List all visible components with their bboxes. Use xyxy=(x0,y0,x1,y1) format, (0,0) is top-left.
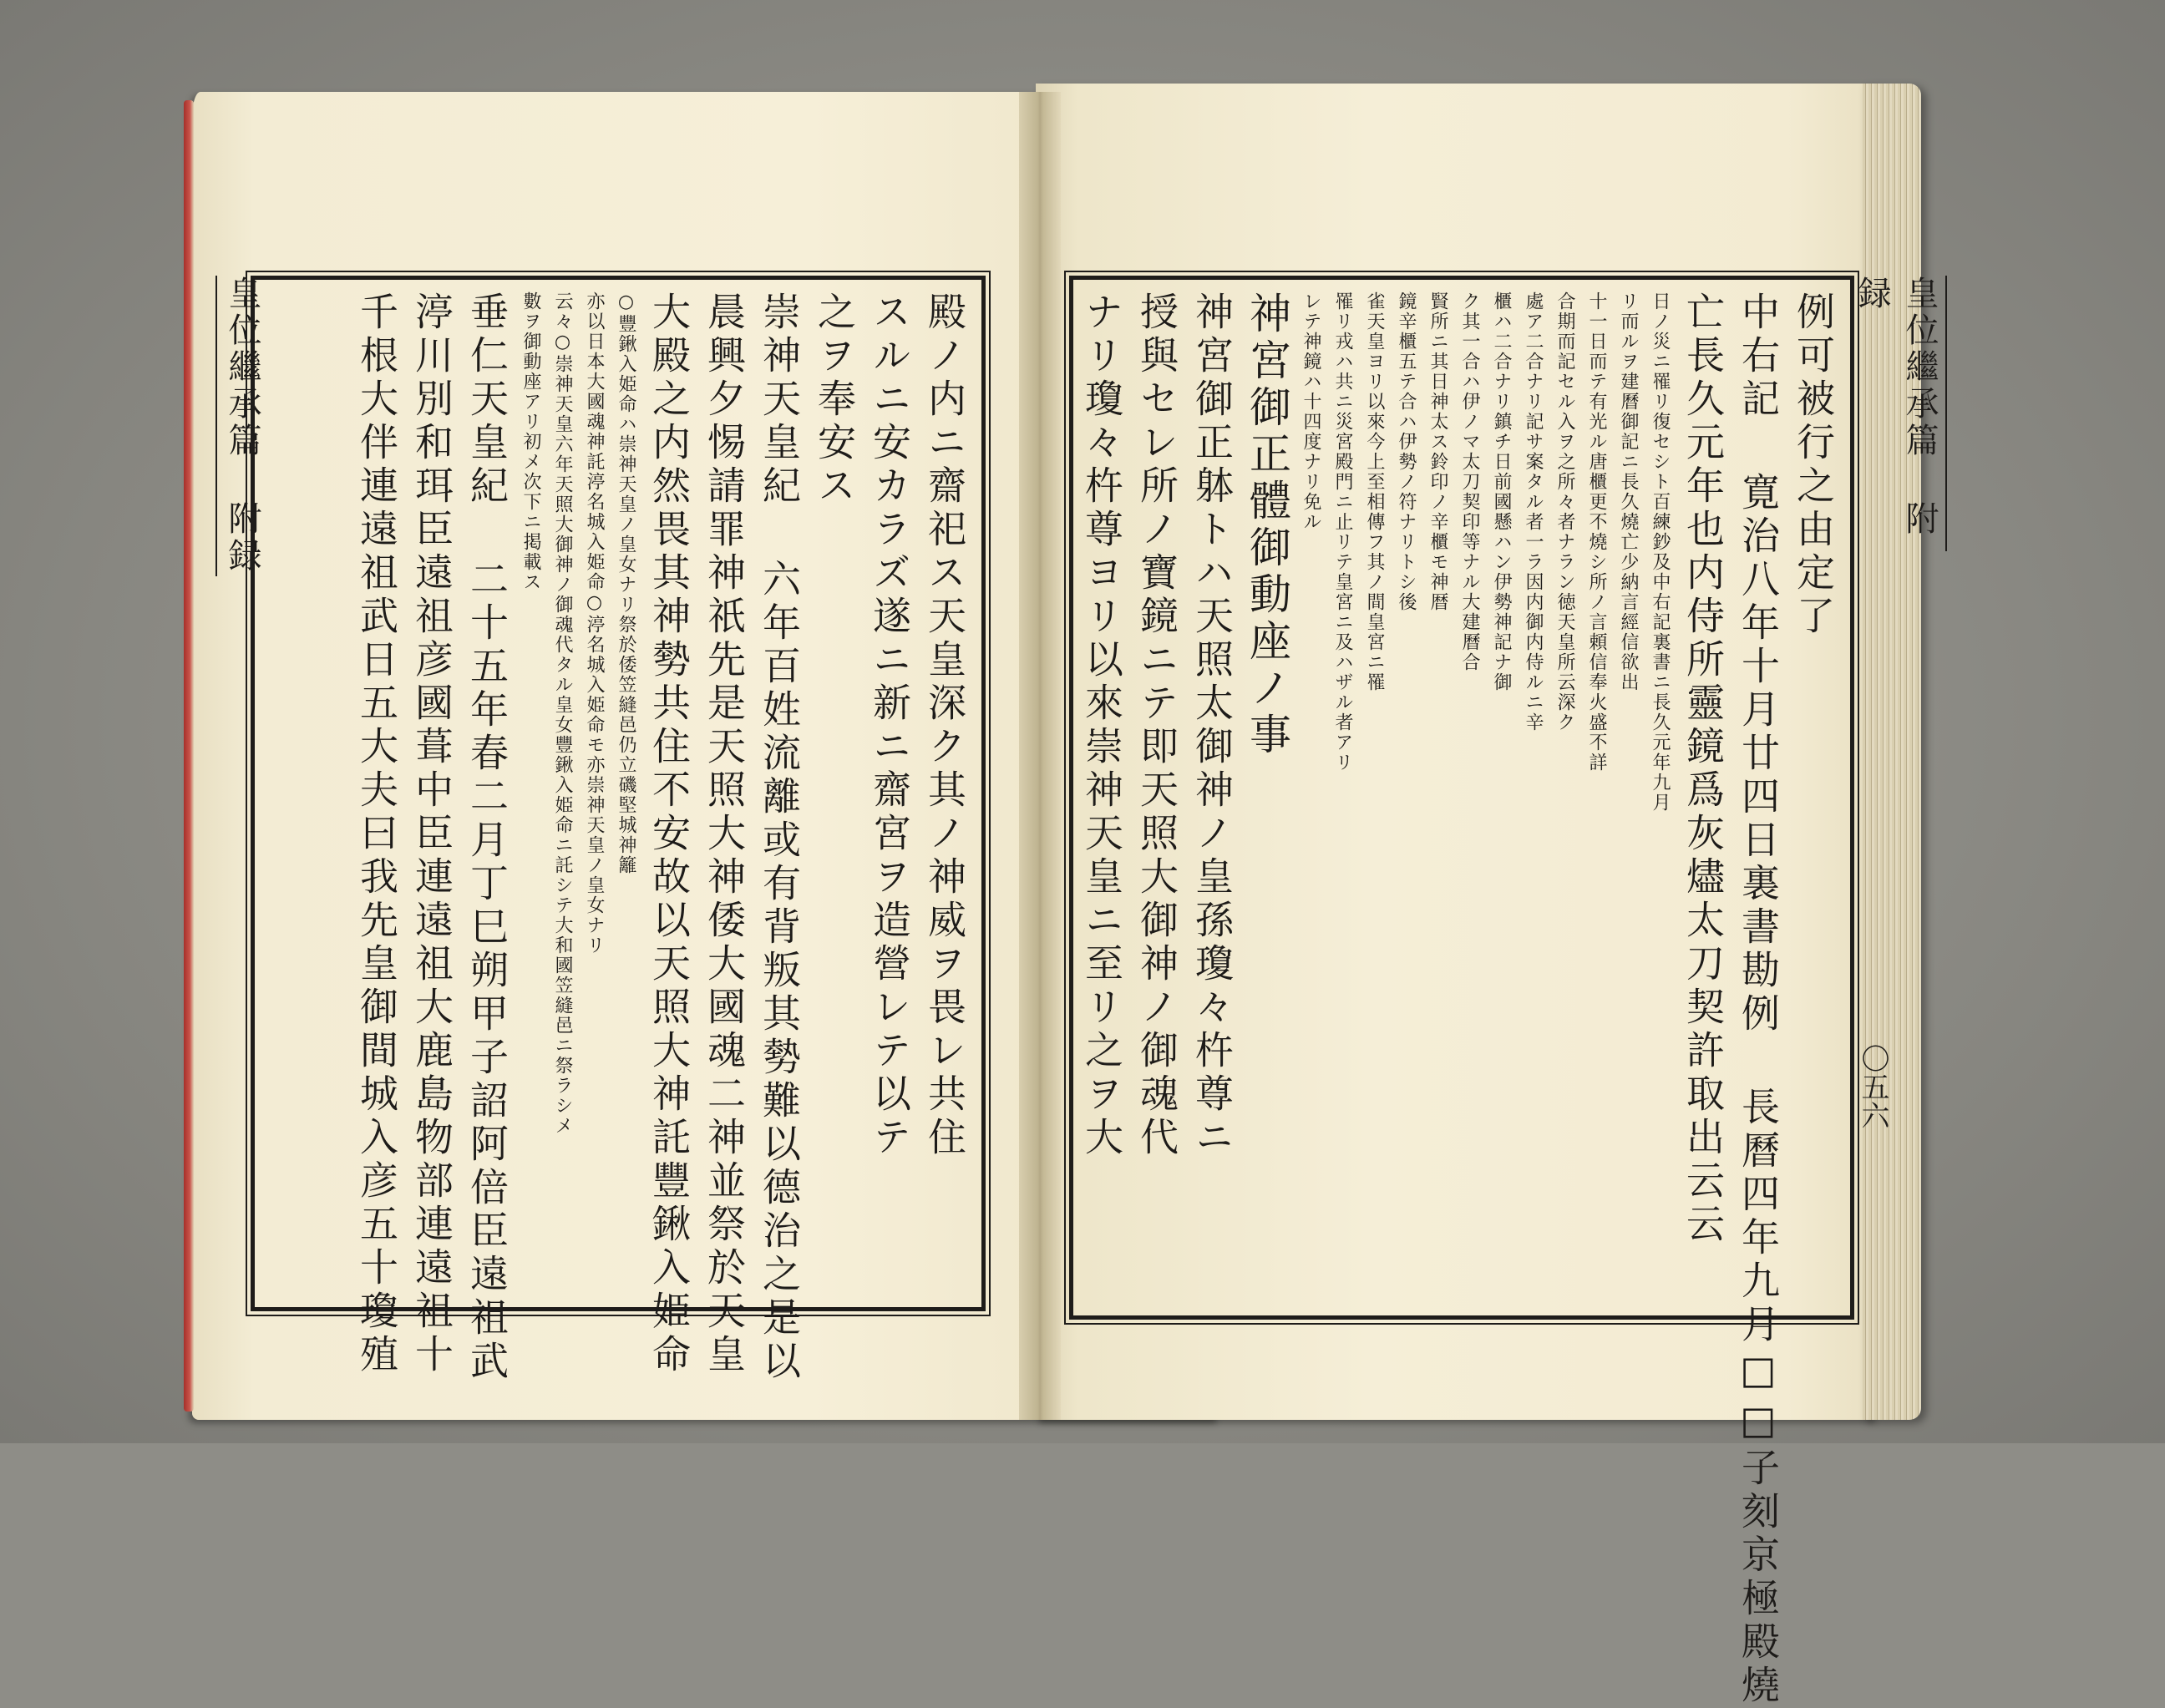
text-column: スルニ安カラズ遂ニ新ニ齋宮ヲ造營レテ以テ xyxy=(867,291,912,1160)
right-text-frame xyxy=(1069,276,1854,1708)
annotation-column: 合期而記セル入ヲ之所々者ナラン徳天皇所云深ク xyxy=(1554,291,1575,732)
annotation-column: 處ア二合ナリ記サ案タル者一ラ因内御内侍ルニ辛 xyxy=(1523,291,1544,732)
annotation-column: 賢所ニ其日神太ス鈴印ノ辛櫃モ神暦 xyxy=(1427,291,1448,612)
text-column: 垂仁天皇紀 二十五年春二月丁巳朔甲子詔阿倍臣遠祖武 xyxy=(464,291,510,1384)
annotation-column: 云々○崇神天皇六年天照大御神ノ御魂代タル皇女豐鍬入姫命ニ託シテ大和國笠縫邑ニ祭ラシメ xyxy=(552,291,573,1136)
annotation-column: 鏡辛櫃五テ合ハ伊勢ノ符ナリトシ後 xyxy=(1396,291,1417,612)
annotation-column: レテ神鏡ハ十四度ナリ免ル xyxy=(1301,291,1321,532)
annotation-column: 罹リ戎ハ共ニ災宮殿門ニ止リテ皇宮ニ及ハザル者アリ xyxy=(1332,291,1353,773)
text-column: ナリ瓊々杵尊ヨリ以來崇神天皇ニ至リ之ヲ大 xyxy=(1079,291,1124,1160)
text-column: 之ヲ奉安ス xyxy=(812,291,857,509)
right-columns xyxy=(1079,288,1842,1708)
left-page-edge xyxy=(184,100,194,1412)
annotation-column: ○豐鍬入姫命ハ崇神天皇ノ皇女ナリ祭於倭笠縫邑仍立磯堅城神籬 xyxy=(616,291,636,875)
text-column: 授與セレ所ノ寶鏡ニテ即天照大御神ノ御魂代 xyxy=(1134,291,1179,1160)
annotation-column: リ而ルヲ建曆御記ニ長久燒亡少納言經信欲出 xyxy=(1618,291,1639,692)
text-column: 崇神天皇紀 六年百姓流離或有背叛其勢難以德治之是以 xyxy=(757,291,802,1384)
annotation-column: 雀天皇ヨリ以來今上至相傳フ其ノ間皇宮ニ罹 xyxy=(1364,291,1385,692)
annotation-column: 日ノ災ニ罹リ復セシト百練鈔及中右記裏書ニ長久元年九月 xyxy=(1650,291,1671,813)
text-column: 大殿之内然畏其神勢共住不安故以天照大神託豐鍬入姫命 xyxy=(646,291,692,1377)
annotation-column: 亦以日本大國魂神託渟名城入姫命○渟名城入姫命モ亦崇神天皇ノ皇女ナリ xyxy=(584,291,605,955)
right-spine-label: 皇位繼承篇 附録 xyxy=(1848,276,1947,551)
annotation-column: 櫃ハ二合ナリ鎮チ日前國懸ハン伊勢神記ナ御 xyxy=(1491,291,1512,692)
text-column: 千根大伴連遠祖武日五大夫曰我先皇御間城入彦五十瓊殖 xyxy=(354,291,399,1377)
page-number: 〇五六 xyxy=(1856,1044,1889,1129)
text-column: 渟川別和珥臣遠祖彦國葺中臣連遠祖大鹿島物部連遠祖十 xyxy=(409,291,454,1377)
text-column: 亡長久元年也内侍所靈鏡爲灰燼太刀契許取出云云 xyxy=(1681,291,1726,1247)
annotation-column: 十一日而テ有光ル唐櫃更不燒シ所ノ言頼信奉火盛不詳 xyxy=(1586,291,1607,773)
book-gutter xyxy=(1019,92,1061,1420)
text-column: 中右記 寛治八年十月廿四日裏書勘例 長曆四年九月□□子刻京極殿燒 xyxy=(1736,291,1781,1708)
section-heading: 神宮御正體御動座ノ事 xyxy=(1243,291,1291,759)
text-column: 晨興夕惕請罪神祇先是天照大神倭大國魂二神並祭於天皇 xyxy=(702,291,747,1377)
annotation-column: 數ヲ御動座アリ初メ次下ニ掲載ス xyxy=(520,291,541,592)
text-column: 例可被行之由定了 xyxy=(1791,291,1836,639)
left-text-frame xyxy=(251,276,986,1384)
annotation-column: ク其一合ハ伊ノマ太刀契印等ナル大建曆合 xyxy=(1459,291,1480,672)
text-column: 殿ノ内ニ齋祀ス天皇深ク其ノ神威ヲ畏レ共住 xyxy=(922,291,967,1160)
left-spine-label: 皇位繼承篇 附録 xyxy=(215,276,266,576)
left-columns xyxy=(263,288,973,1384)
text-column: 神宮御正躰トハ天照太御神ノ皇孫瓊々杵尊ニ xyxy=(1189,291,1235,1160)
